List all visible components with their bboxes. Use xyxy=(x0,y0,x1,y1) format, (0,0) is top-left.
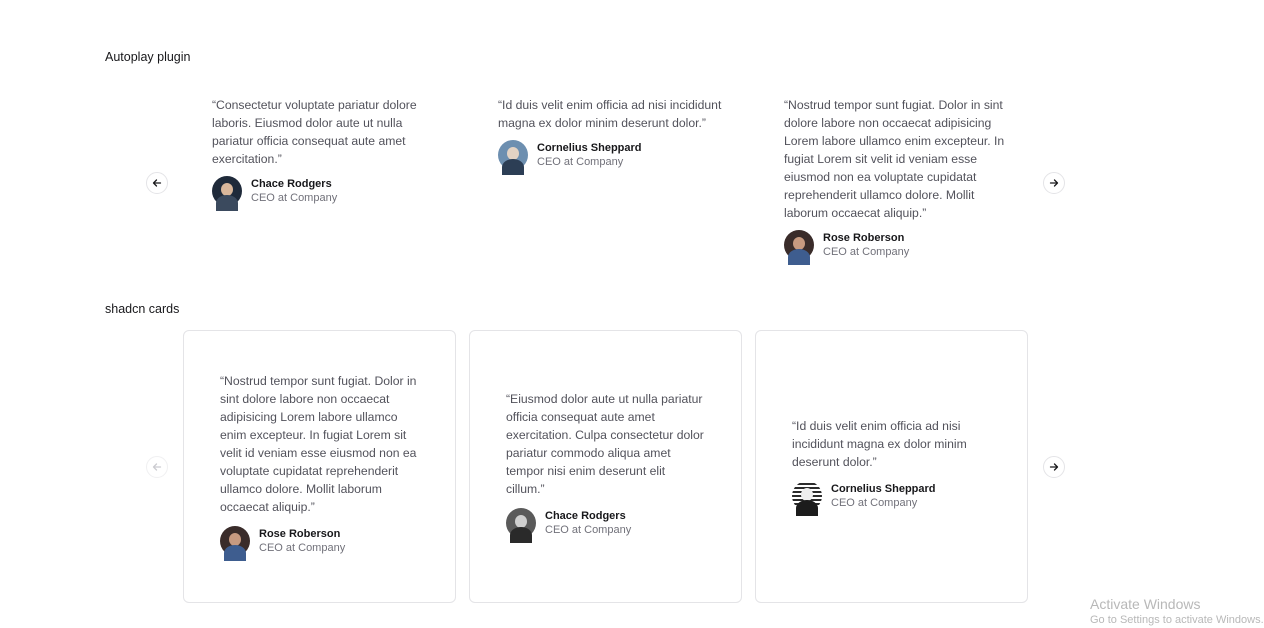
testimonial-quote: “Id duis velit enim officia ad nisi incididunt magna ex dolor minim deserunt dolor.” xyxy=(792,419,967,469)
autoplay-prev-button[interactable] xyxy=(146,172,168,194)
author-name: Rose Roberson xyxy=(823,231,905,244)
cards-next-button[interactable] xyxy=(1043,456,1065,478)
testimonial-quote: “Eiusmod dolor aute ut nulla pariatur officia consequat aute amet exercitation. Culpa consectetur dolor pariatur commodo aliqua amet tempor nisi enim deserunt elit cillum.” xyxy=(506,392,704,496)
testimonial-author xyxy=(784,230,1016,260)
arrow-left-icon xyxy=(152,462,162,472)
watermark-subtitle: Go to Settings to activate Windows. xyxy=(1090,614,1264,626)
autoplay-slide xyxy=(498,96,730,170)
autoplay-slide xyxy=(212,96,444,206)
author-role: CEO at Company xyxy=(831,496,918,509)
testimonial-author xyxy=(506,508,706,538)
avatar xyxy=(498,140,528,170)
testimonial-quote: “Id duis velit enim officia ad nisi incididunt magna ex dolor minim deserunt dolor.” xyxy=(498,98,722,130)
testimonial-author xyxy=(792,481,992,511)
avatar xyxy=(506,508,536,538)
avatar xyxy=(784,230,814,260)
author-name: Rose Roberson xyxy=(259,527,341,540)
author-name: Chace Rodgers xyxy=(251,177,332,190)
author-role: CEO at Company xyxy=(251,191,338,204)
testimonial-card xyxy=(183,330,456,603)
testimonial-card xyxy=(469,330,742,603)
author-name: Chace Rodgers xyxy=(545,509,626,522)
autoplay-next-button[interactable] xyxy=(1043,172,1065,194)
arrow-left-icon xyxy=(152,178,162,188)
cards-section-title: shadcn cards xyxy=(105,302,180,316)
testimonial-quote: “Consectetur voluptate pariatur dolore laboris. Eiusmod dolor aute ut nulla pariatur officia consequat aute amet exercitation.” xyxy=(212,98,417,166)
testimonial-author xyxy=(498,140,730,170)
testimonial-quote: “Nostrud tempor sunt fugiat. Dolor in sint dolore labore non occaecat adipisicing Lorem labore ullamco enim excepteur. In fugiat Lorem sit velit id veniam esse eiusmod non ea voluptate cupidatat reprehenderit ullamco dolore. Mollit laborum occaecat aliquip.” xyxy=(220,374,417,514)
author-role: CEO at Company xyxy=(259,541,346,554)
testimonial-card xyxy=(755,330,1028,603)
arrow-right-icon xyxy=(1049,462,1059,472)
avatar xyxy=(220,526,250,556)
author-role: CEO at Company xyxy=(545,523,632,536)
cards-prev-button[interactable] xyxy=(146,456,168,478)
testimonial-quote: “Nostrud tempor sunt fugiat. Dolor in sint dolore labore non occaecat adipisicing Lorem labore ullamco enim excepteur. In fugiat Lorem sit velit id veniam esse eiusmod non ea voluptate cupidatat reprehenderit ullamco dolore. Mollit laborum occaecat aliquip.” xyxy=(784,98,1005,220)
testimonial-author xyxy=(220,526,420,556)
avatar xyxy=(792,481,822,511)
author-name: Cornelius Sheppard xyxy=(831,482,936,495)
autoplay-slide xyxy=(784,96,1016,260)
author-role: CEO at Company xyxy=(537,155,624,168)
author-name: Cornelius Sheppard xyxy=(537,141,642,154)
arrow-right-icon xyxy=(1049,178,1059,188)
author-role: CEO at Company xyxy=(823,245,910,258)
avatar xyxy=(212,176,242,206)
activate-windows-watermark xyxy=(1090,595,1264,627)
autoplay-section-title: Autoplay plugin xyxy=(105,50,191,64)
testimonial-author xyxy=(212,176,444,206)
watermark-title: Activate Windows xyxy=(1090,596,1201,612)
